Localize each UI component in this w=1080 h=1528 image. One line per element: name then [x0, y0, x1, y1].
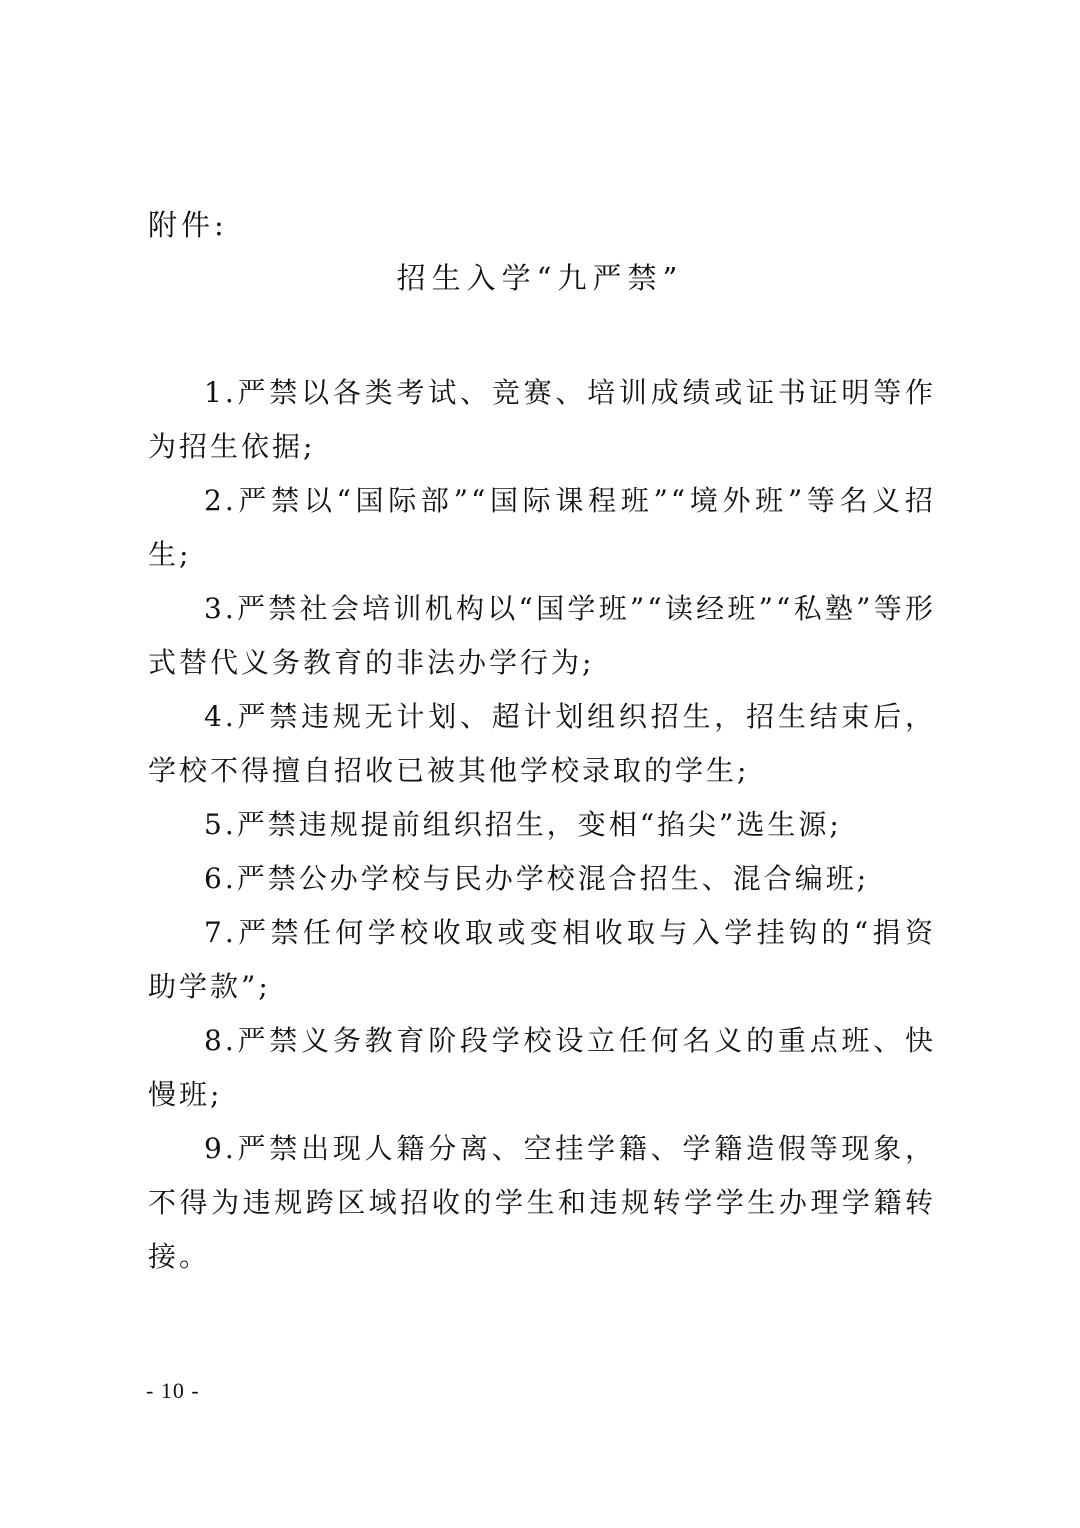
- page-number: - 10 -: [146, 1378, 200, 1403]
- prohibition-item-9: 9.严禁出现人籍分离、空挂学籍、学籍造假等现象，不得为违规跨区域招收的学生和违规转学学生办理学籍转接。: [148, 1132, 936, 1273]
- prohibition-item-8: 8.严禁义务教育阶段学校设立任何名义的重点班、快慢班;: [148, 1024, 936, 1111]
- prohibition-item-5: 5.严禁违规提前组织招生，变相“掐尖”选生源;: [204, 808, 842, 841]
- prohibition-list: [148, 366, 936, 1284]
- attachment-label: 附件:: [148, 208, 228, 242]
- document-title: 招生入学“九严禁”: [396, 261, 684, 295]
- prohibition-item-1: 1.严禁以各类考试、竞赛、培训成绩或证书证明等作为招生依据;: [148, 376, 936, 463]
- prohibition-item-4: 4.严禁违规无计划、超计划组织招生，招生结束后，学校不得擅自招收已被其他学校录取的学生;: [148, 700, 936, 787]
- prohibition-item-3: 3.严禁社会培训机构以“国学班”“读经班”“私塾”等形式替代义务教育的非法办学行为;: [148, 592, 936, 679]
- prohibition-item-6: 6.严禁公办学校与民办学校混合招生、混合编班;: [204, 862, 870, 895]
- prohibition-item-7: 7.严禁任何学校收取或变相收取与入学挂钩的“捐资助学款”;: [148, 916, 936, 1003]
- prohibition-item-2: 2.严禁以“国际部”“国际课程班”“境外班”等名义招生;: [148, 484, 936, 571]
